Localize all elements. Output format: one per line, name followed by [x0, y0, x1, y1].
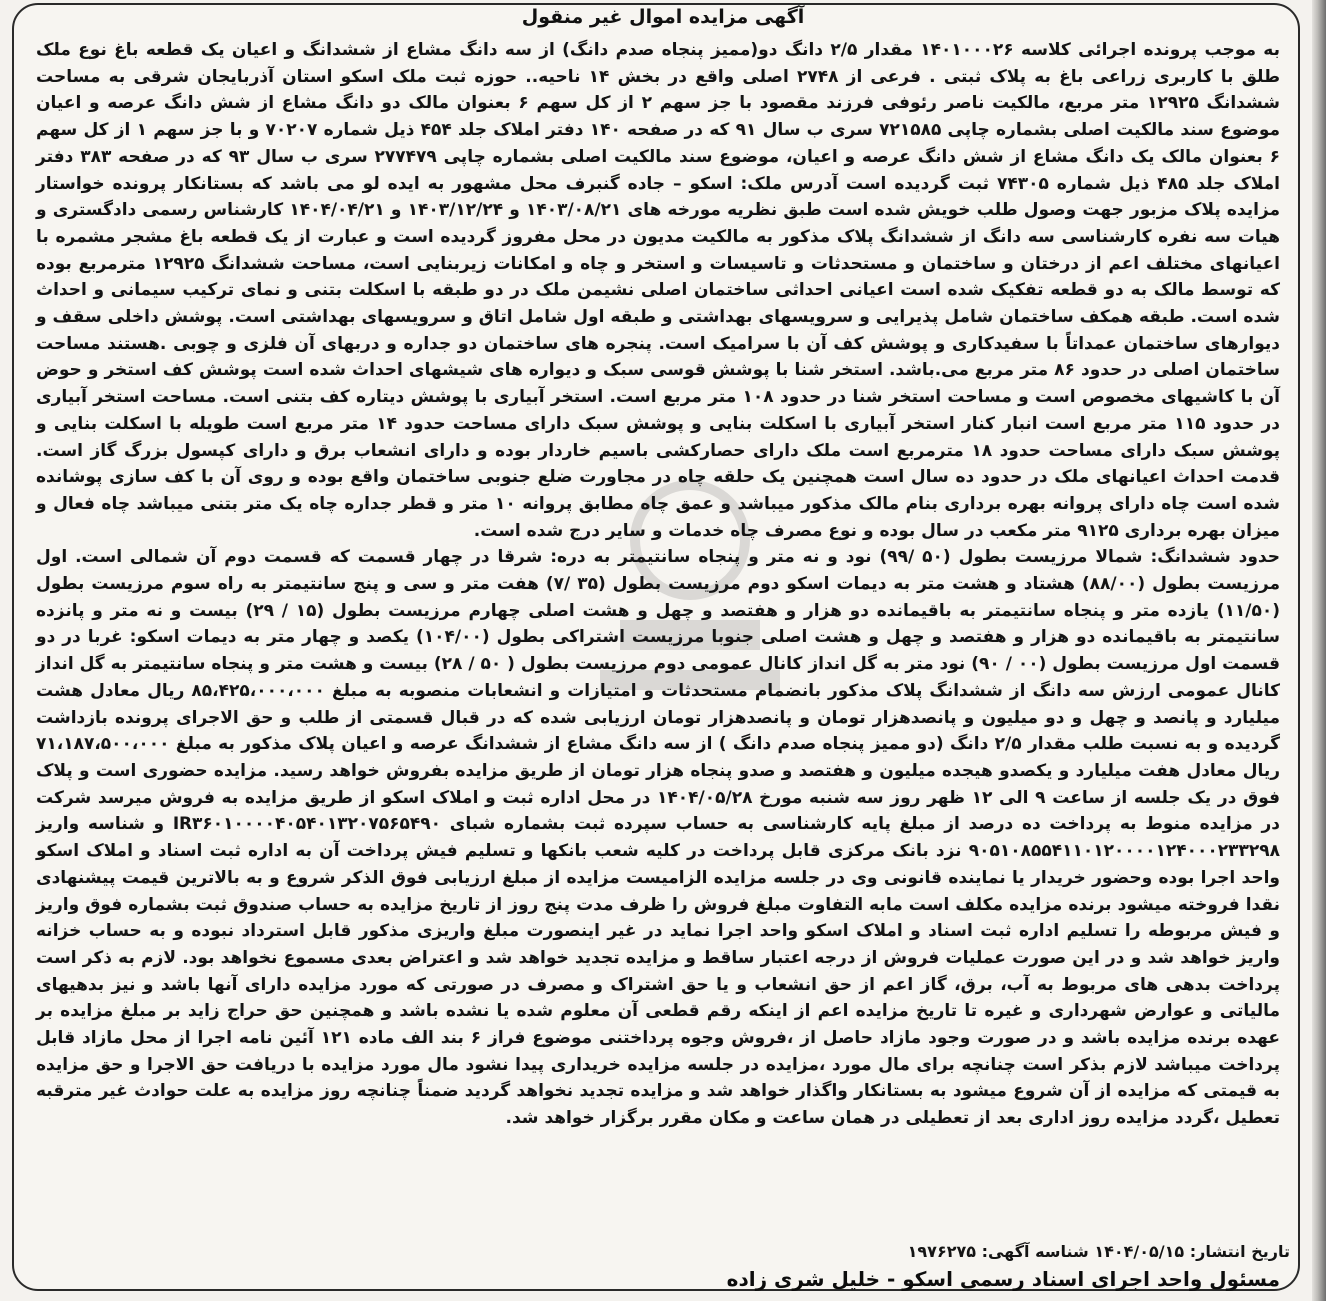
- notice-title: آگهی مزایده اموال غیر منقول: [521, 6, 805, 28]
- notice-paragraph: به موجب پرونده اجرائی کلاسه ۱۴۰۱۰۰۰۲۶ مقدار ۲/۵ دانگ دو(ممیز پنجاه صدم دانگ) از سه دانگ مشاع از ششدانگ و اعیان یک قطعه باغ نوع ملک طلق با کاربری زراعی باغ به پلاک ثبتی . فرعی از ۲۷۴۸ اصلی واقع در بخش ۱۴ ناحیه.. حوزه ثبت ملک اسکو استان آذربایجان شرقی به مساحت ششدانگ ۱۲۹۲۵ متر مربع، مالکیت ناصر رئوفی فرزند مقصود با جز سهم ۲ از کل سهم ۶ بعنوان مالک دو دانگ مشاع از شش دانگ عرصه و اعیان موضوع سند مالکیت اصلی بشماره چاپی ۷۲۱۵۸۵ سری ب سال ۹۱ که در صفحه ۱۴۰ دفتر املاک جلد ۴۵۴ ذیل شماره ۷۰۲۰۷ و با جز سهم ۱ از کل سهم ۶ بعنوان مالک یک دانگ مشاع از شش دانگ عرصه و اعیان، موضوع سند مالکیت اصلی بشماره چاپی ۲۷۷۴۷۹ سری ب سال ۹۳ که در صفحه ۳۸۳ دفتر املاک جلد ۴۸۵ ذیل شماره ۷۴۳۰۵ ثبت گردیده است آدرس ملک: اسکو – جاده گنبرف محل مشهور به ایده لو می باشد که بستانکار پرونده خواستار مزایده پلاک مزبور جهت وصول طلب خویش شده است طبق نظریه مورخه های ۱۴۰۳/۰۸/۲۱ و ۱۴۰۳/۱۲/۲۴ و ۱۴۰۴/۰۴/۲۱ کارشناس رسمی دادگستری و هیات سه نفره کارشناسی سه دانگ از ششدانگ پلاک مذکور به مالکیت مدیون در محل مفروز گردیده است و عبارت از یک قطعه باغ مشجر مشمره با اعیانهای مختلف اعم از درختان و ساختمان و مستحدثات و تاسیسات و استخر و چاه و امکانات زیربنایی است، مساحت ششدانگ ۱۲۹۲۵ مترمربع بوده که توسط مالک به دو قطعه تفکیک شده است اعیانی احداثی ساختمان اصلی نشیمن ملک در دو طبقه با اسکلت بتنی و نمای ترکیب سیمانی و احداث شده است. طبقه همکف ساختمان شامل پذیرایی و سرویسهای بهداشتی و طبقه اول شامل اتاق و سرویسهای بهداشتی است. پوشش داخلی سقف و دیوارهای ساختمان عمداتاً با سفیدکاری و پوشش کف آن با سرامیک است. پنجره های ساختمان دو جداره و دربهای آن فلزی و چوبی .هستند مساحت ساختمان اصلی در حدود ۸۶ متر مربع می.باشد. استخر شنا با پوشش قوسی سبک و دیواره های شیشهای احداث شده است پوشش کف استخر و حوض آن با کاشیهای مخصوص است و مساحت استخر شنا در حدود ۱۰۸ متر مربع است. استخر آبیاری با پوشش دیتاره کف بتنی است. مساحت استخر آبیاری در حدود ۱۱۵ متر مربع است انبار کنار استخر آبیاری با اسکلت بنایی و پوشش سبک دارای مساحت حدود ۱۴ متر مربع است طویله با اسکلت بنایی و پوشش سبک دارای مساحت حدود ۱۸ مترمربع است ملک دارای حصارکشی باسیم خاردار بوده و دارای انشعاب برق و دارای کپسول بزرگ گاز است. قدمت احداث اعیانهای ملک در حدود ده سال است همچنین یک حلقه چاه در مجاورت ضلع جنوبی ساختمان واقع بوده و روی آن با کف سازی پوشانده شده است چاه دارای پروانه بهره برداری بنام مالک مذکور میباشد و عمق چاه مطابق پروانه ۱۰ متر و قطر جداره چاه یک متر بتنی میباشد چاه فعال و میزان بهره برداری ۹۱۲۵ متر مکعب در سال بوده و نوع مصرف چاه خدمات و سایر درج شده است.: [36, 40, 1281, 541]
- page-edge-shadow: [1312, 0, 1326, 1301]
- official-signature: مسئول واحد اجرای اسناد رسمی اسکو - خلیل شری زاده: [726, 1267, 1280, 1291]
- publication-info: تاریخ انتشار: ۱۴۰۴/۰۵/۱۵ شناسه آگهی: ۱۹۷۶۲۷۵: [907, 1242, 1290, 1261]
- notice-paragraph: حدود ششدانگ: شمالا مرزیست بطول (۵۰ /۹۹) نود و نه متر و پنجاه سانتیمتر به دره: شرقا در چهار قسمت که قسمت دوم آن شمالی است. اول مرزیست بطول (۸۸/۰۰) هشتاد و هشت متر به دیمات اسکو دوم مرزیست بطول (۳۵ /۷) هفت متر و سی و پنج سانتیمتر به راه سوم مرزیست بطول (۱۱/۵۰) یازده متر و پنجاه سانتیمتر به باقیمانده دو هزار و هفتصد و چهل و هشت اصلی چهارم مرزیست بطول (۱۵ / ۲۹) بیست و نه متر و پانزده سانتیمتر به باقیمانده دو هزار و هفتصد و چهل و هشت اصلی جنوبا مرزیست اشتراکی بطول (۱۰۴/۰۰) یکصد و چهار متر به دیمات اسکو: غربا در دو قسمت اول مرزیست بطول (۰۰ / ۹۰) نود متر به گل انداز کانال عمومی دوم مرزیست بطول ( ۵۰ / ۲۸) بیست و هشت متر و پنجاه سانتیمتر به گل انداز کانال عمومی ارزش سه دانگ از ششدانگ پلاک مذکور بانضمام مستحدثات و امتیازات و انشعابات منصوبه به مبلغ ۸۵،۴۲۵،۰۰۰،۰۰۰ ریال معادل هشت میلیارد و پانصد و چهل و دو میلیون و پانصدهزار تومان و پانصدهزار تومان ارزیابی شده که در قبال قسمتی از طلب و حق الاجرای پرونده بازداشت گردیده و به نسبت طلب مقدار ۲/۵ دانگ (دو ممیز پنجاه صدم دانگ ) از سه دانگ مشاع از ششدانگ عرصه و اعیان پلاک مذکور به مبلغ ۷۱،۱۸۷،۵۰۰،۰۰۰ ریال معادل هفت میلیارد و یکصدو هیجده میلیون و هفتصد و صدو پنجاه هزار تومان از طریق مزایده بفروش خواهد رسید. مزایده حضوری است و پلاک فوق در یک جلسه از ساعت ۹ الی ۱۲ ظهر روز سه شنبه مورخ ۱۴۰۴/۰۵/۲۸ در محل اداره ثبت و املاک اسکو از طریق مزایده به فروش میرسد شرکت در مزایده منوط به پرداخت ده درصد از مبلغ پایه کارشناسی به حساب سپرده ثبت بشماره شبای IR۳۶۰۱۰۰۰۰۴۰۵۴۰۱۳۲۰۷۵۶۵۴۹۰ و شناسه واریز ۹۰۵۱۰۸۵۵۴۱۱۰۱۲۰۰۰۰۱۲۴۰۰۰۲۳۳۲۹۸ نزد بانک مرکزی قابل پرداخت در کلیه شعب بانکها و تسلیم فیش پرداخت آن به اداره ثبت اسناد و املاک اسکو واحد اجرا بوده وحضور خریدار یا نماینده قانونی وی در جلسه مزایده الزامیست مزایده از مبلغ ارزیابی فوق الذکر شروع و به بالاترین قیمت پیشنهادی نقدا فروخته میشود برنده مزایده مکلف است مابه التفاوت مبلغ فروش را ظرف مدت پنج روز از تاریخ مزایده به حساب صندوق ثبت بشماره فوق واریز و فیش مربوطه را تسلیم اداره ثبت اسناد و املاک اسکو واحد اجرا نماید در غیر اینصورت مبلغ واریزی مذکور قابل استرداد نبوده و به حساب خزانه واریز خواهد شد و در این صورت عملیات فروش از درجه اعتبار ساقط و مزایده تجدید خواهد شد و اعتراض بعدی مسموع نخواهد بود. لازم به ذکر است پرداخت بدهی های مربوط به آب، برق، گاز اعم از حق انشعاب و یا حق اشتراک و مصرف در صورتی که مورد مزایده دارای آنها باشد و نیز بدهیهای مالیاتی و عوارض شهرداری و غیره تا تاریخ مزایده اعم از اینکه رقم قطعی آن معلوم شده یا نشده باشد و همچنین حق حراج زاید بر مبلغ مزایده بر عهده برنده مزایده باشد و در صورت وجود مازاد حاصل از ،فروش وجوه پرداختنی موضوع فراز ۶ بند الف ماده ۱۲۱ آئین نامه اجرا از محل مازاد قابل پرداخت میباشد لازم بذکر است چنانچه برای مال مورد ،مزایده در جلسه مزایده خریداری پیدا نشود مال مورد مزایده با دریافت حق الاجرا و حق مزایده به قیمتی که مزایده از آن شروع میشود به بستانکار واگذار خواهد شد و مزایده تجدید نخواهد گردید ضمناً چنانچه روز مزایده به علت حوادث غیر مترقبه تعطیل ،گردد مزایده روز اداری بعد از تعطیلی در همان ساعت و مکان مقرر برگزار خواهد شد.: [36, 547, 1281, 1129]
- notice-body: [36, 37, 1280, 1132]
